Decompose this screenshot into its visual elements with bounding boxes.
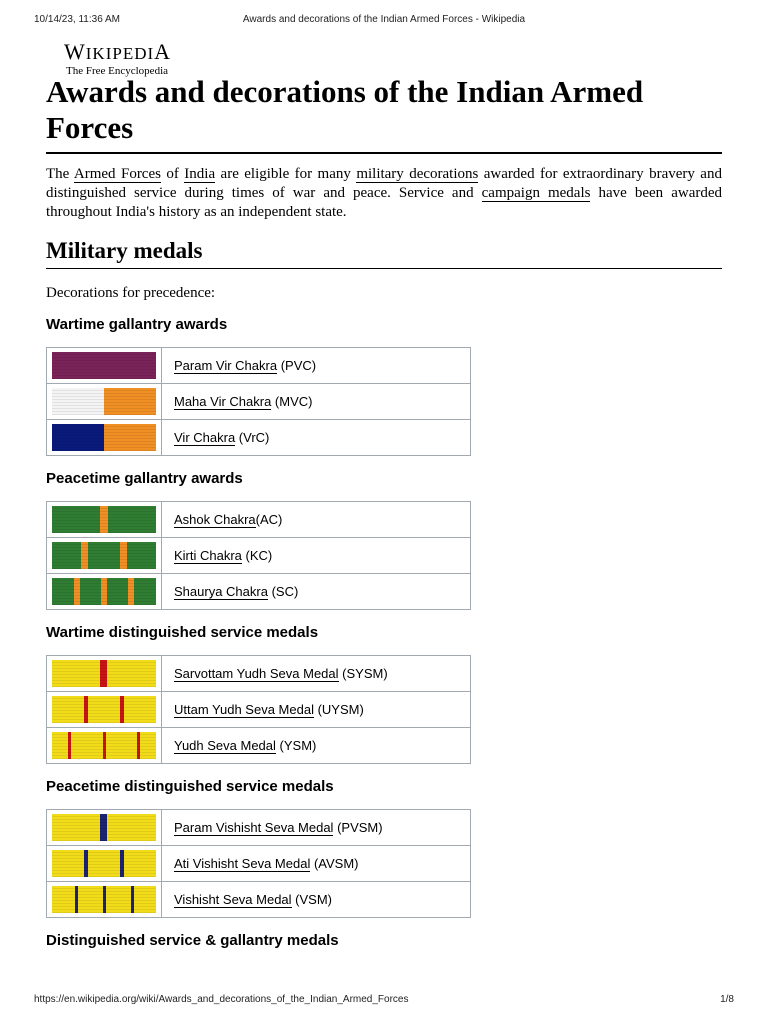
print-page-number: 1/8 xyxy=(720,994,734,1005)
medal-link[interactable]: Param Vir Chakra xyxy=(174,358,278,373)
medal-link[interactable]: Ashok Chakra xyxy=(174,512,256,527)
intro-text-3: are eligible for many xyxy=(215,166,357,182)
link-campaign-medals[interactable]: campaign medals xyxy=(481,185,591,201)
table-peacetime-service xyxy=(46,809,471,918)
ribbon-pvc xyxy=(52,352,156,379)
medal-link[interactable]: Vishisht Seva Medal xyxy=(174,892,292,907)
print-url: https://en.wikipedia.org/wiki/Awards_and_decorations_of_the_Indian_Armed_Forces xyxy=(34,994,409,1005)
ribbon-texture xyxy=(52,424,156,451)
table-row xyxy=(47,384,471,420)
print-page-title: Awards and decorations of the Indian Armed Forces - Wikipedia xyxy=(242,14,526,25)
medal-link[interactable]: Vir Chakra xyxy=(174,430,236,445)
medal-abbrev: (KC) xyxy=(241,548,273,563)
intro-text-4: awarded for extraordinary bravery and distinguished service during times of war and peace. Service and xyxy=(46,166,722,201)
heading-peacetime-service: Peacetime distinguished service medals xyxy=(46,778,334,795)
ribbon-ysm xyxy=(52,732,156,759)
ribbon-kc xyxy=(52,542,156,569)
table-row xyxy=(47,348,471,384)
heading-peacetime-gallantry: Peacetime gallantry awards xyxy=(46,470,243,487)
ribbon-texture xyxy=(52,732,156,759)
table-wartime-service xyxy=(46,655,471,764)
heading-service-gallantry: Distinguished service & gallantry medals xyxy=(46,932,339,949)
table-row xyxy=(47,692,471,728)
medal-abbrev: (SYSM) xyxy=(338,666,388,681)
medal-abbrev: (SC) xyxy=(267,584,299,599)
print-header xyxy=(34,14,734,30)
table-row xyxy=(47,420,471,456)
logo-wordmark: WIKIPEDIA xyxy=(64,39,172,64)
medal-abbrev: (YSM) xyxy=(275,738,317,753)
medal-abbrev: (VrC) xyxy=(235,430,270,445)
heading-wartime-service: Wartime distinguished service medals xyxy=(46,624,319,641)
table-row xyxy=(47,846,471,882)
intro-text-2: of xyxy=(160,166,185,182)
ribbon-texture xyxy=(52,506,156,533)
intro-text-1: The xyxy=(46,166,74,182)
intro-text-5: have been awarded throughout India's history as an independent state. xyxy=(46,185,723,220)
table-peacetime-gallantry xyxy=(46,501,471,610)
ribbon-vsm xyxy=(52,886,156,913)
medal-abbrev: (UYSM) xyxy=(313,702,364,717)
ribbon-texture xyxy=(52,578,156,605)
page-title: Awards and decorations of the Indian Armed Forces xyxy=(46,74,722,154)
medal-link[interactable]: Ati Vishisht Seva Medal xyxy=(174,856,311,871)
table-row xyxy=(47,656,471,692)
medal-abbrev: (PVC) xyxy=(277,358,317,373)
ribbon-texture xyxy=(52,886,156,913)
medal-link[interactable]: Yudh Seva Medal xyxy=(174,738,276,753)
intro-paragraph xyxy=(46,165,722,222)
medal-link[interactable]: Shaurya Chakra xyxy=(174,584,268,599)
medal-link[interactable]: Maha Vir Chakra xyxy=(174,394,272,409)
medal-abbrev: (AC) xyxy=(255,512,283,527)
ribbon-sysm xyxy=(52,660,156,687)
table-wartime-gallantry xyxy=(46,347,471,456)
ribbon-texture xyxy=(52,352,156,379)
precedence-lead: Decorations for precedence: xyxy=(46,285,216,301)
ribbon-uysm xyxy=(52,696,156,723)
ribbon-texture xyxy=(52,696,156,723)
heading-wartime-gallantry: Wartime gallantry awards xyxy=(46,316,228,333)
table-row xyxy=(47,502,471,538)
medal-link[interactable]: Sarvottam Yudh Seva Medal xyxy=(174,666,339,681)
medal-link[interactable]: Param Vishisht Seva Medal xyxy=(174,820,334,835)
medal-abbrev: (AVSM) xyxy=(310,856,359,871)
table-row xyxy=(47,810,471,846)
print-footer xyxy=(34,994,734,1008)
ribbon-texture xyxy=(52,850,156,877)
ribbon-texture xyxy=(52,814,156,841)
ribbon-vrc xyxy=(52,424,156,451)
wikipedia-logo[interactable] xyxy=(64,40,171,77)
ribbon-pvsm xyxy=(52,814,156,841)
print-datetime: 10/14/23, 11:36 AM xyxy=(34,14,120,25)
link-armed-forces[interactable]: Armed Forces xyxy=(73,166,161,182)
medal-abbrev: (PVSM) xyxy=(333,820,383,835)
medal-link[interactable]: Kirti Chakra xyxy=(174,548,242,563)
table-row xyxy=(47,728,471,764)
ribbon-mvc xyxy=(52,388,156,415)
ribbon-avsm xyxy=(52,850,156,877)
ribbon-texture xyxy=(52,542,156,569)
ribbon-ac xyxy=(52,506,156,533)
ribbon-texture xyxy=(52,388,156,415)
medal-link[interactable]: Uttam Yudh Seva Medal xyxy=(174,702,314,717)
article-content xyxy=(46,74,722,949)
medal-abbrev: (VSM) xyxy=(291,892,332,907)
table-row xyxy=(47,538,471,574)
link-india[interactable]: India xyxy=(184,166,216,182)
ribbon-texture xyxy=(52,660,156,687)
section-military-medals: Military medals xyxy=(46,238,722,269)
link-military-decorations[interactable]: military decorations xyxy=(356,166,479,182)
logo-tagline: The Free Encyclopedia xyxy=(66,65,169,77)
table-row xyxy=(47,882,471,918)
table-row xyxy=(47,574,471,610)
medal-abbrev: (MVC) xyxy=(271,394,313,409)
ribbon-sc xyxy=(52,578,156,605)
